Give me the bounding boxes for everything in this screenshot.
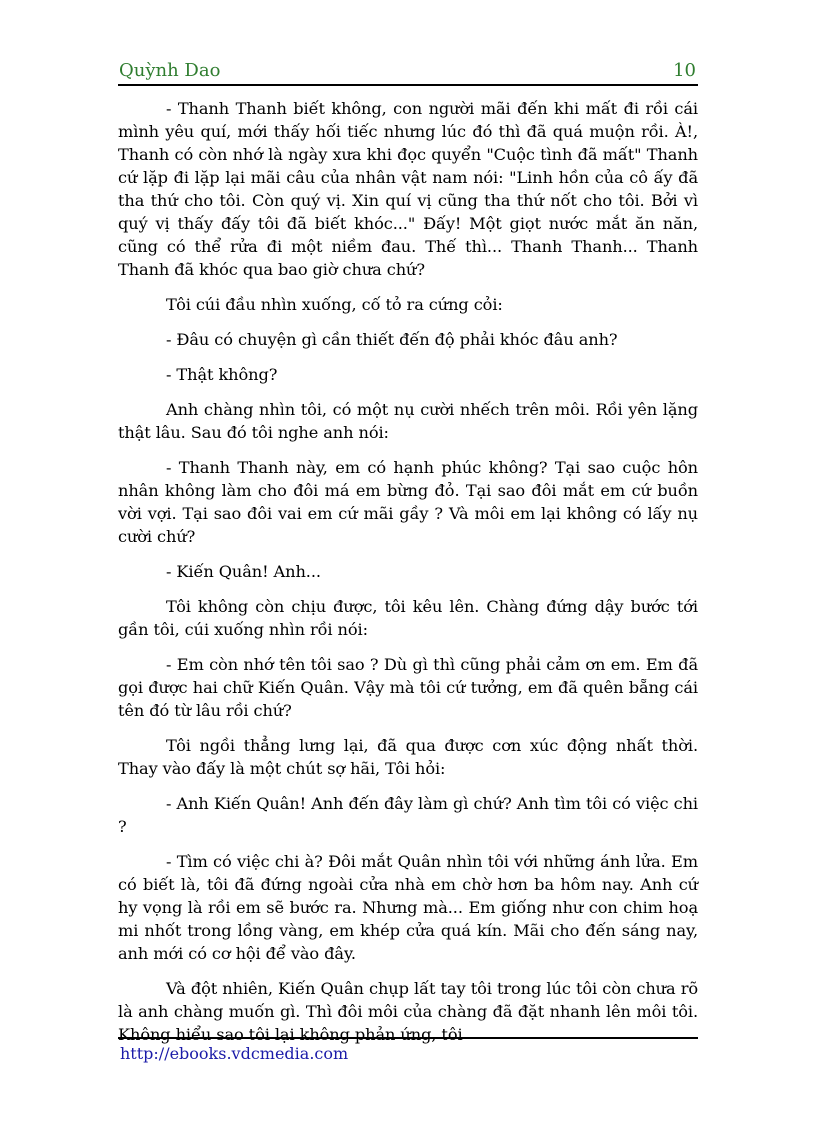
paragraph: - Thanh Thanh biết không, con người mãi đến khi mất đi rồi cái mình yêu quí, mới thấy hối tiếc nhưng lúc đó thì đã quá muộn rồi. À!, Thanh có còn nhớ là ngày xưa khi đọc quyển "Cuộc tình đã mất" Thanh cứ lặp đi lặp lại mãi câu của nhân vật nam nói: "Linh hồn của cô ấy đã tha thứ cho tôi. Còn quý vị. Xin quí vị cũng tha thứ nốt cho tôi. Bởi vì quý vị thấy đấy tôi đã biết khóc..." Đấy! Một giọt nước mắt ăn năn, cũng có thể rửa đi một niềm đau. Thế thì... Thanh Thanh... Thanh Thanh đã khóc qua bao giờ chưa chứ? [118,99,698,279]
paragraph: - Thanh Thanh này, em có hạnh phúc không? Tại sao cuộc hôn nhân không làm cho đôi má em bừng đỏ. Tại sao đôi mắt em cứ buồn vời vợi. Tại sao đôi vai em cứ mãi gầy ? Và môi em lại không có lấy nụ cười chứ? [118,458,698,546]
paragraph: - Đâu có chuyện gì cần thiết đến độ phải khóc đâu anh? [166,330,618,349]
header-title: Quỳnh Dao [119,60,221,81]
page-number: 10 [673,60,696,81]
paragraph: Và đột nhiên, Kiến Quân chụp lất tay tôi trong lúc tôi còn chưa rõ là anh chàng muốn gì. Thì đôi môi của chàng đã đặt nhanh lên môi tôi. Không hiểu sao tôi lại không phản ứng, tôi [118,979,698,1044]
paragraph: - Kiến Quân! Anh... [166,562,321,581]
paragraph: - Tìm có việc chi à? Đôi mắt Quân nhìn tôi với những ánh lửa. Em có biết là, tôi đã đứng ngoài cửa nhà em chờ hơn ba hôm nay. Anh cứ hy vọng là rồi em sẽ bước ra. Nhưng mà... Em giống như con chim hoạ mi nhốt trong lồng vàng, em khép cửa quá kín. Mãi cho đến sáng nay, anh mới có cơ hội để vào đây. [118,852,698,963]
paragraph: - Anh Kiến Quân! Anh đến đây làm gì chứ? Anh tìm tôi có việc chi ? [118,794,698,836]
page-header [118,58,698,86]
paragraph: Tôi cúi đầu nhìn xuống, cố tỏ ra cứng cỏi: [166,295,503,314]
paragraph: - Thật không? [166,365,278,384]
paragraph: Tôi ngồi thẳng lưng lại, đã qua được cơn xúc động nhất thời. Thay vào đấy là một chút sợ hãi, Tôi hỏi: [118,736,698,778]
body-text [118,97,698,1058]
paragraph: - Em còn nhớ tên tôi sao ? Dù gì thì cũng phải cảm ơn em. Em đã gọi được hai chữ Kiến Quân. Vậy mà tôi cứ tưởng, em đã quên bẵng cái tên đó từ lâu rồi chứ? [118,655,698,720]
paragraph: Anh chàng nhìn tôi, có một nụ cười nhếch trên môi. Rồi yên lặng thật lâu. Sau đó tôi nghe anh nói: [118,400,698,442]
paragraph: Tôi không còn chịu được, tôi kêu lên. Chàng đứng dậy bước tới gần tôi, cúi xuống nhìn rồi nói: [118,597,698,639]
footer-link[interactable]: http://ebooks.vdcmedia.com [120,1044,349,1063]
page-footer [118,1037,698,1063]
